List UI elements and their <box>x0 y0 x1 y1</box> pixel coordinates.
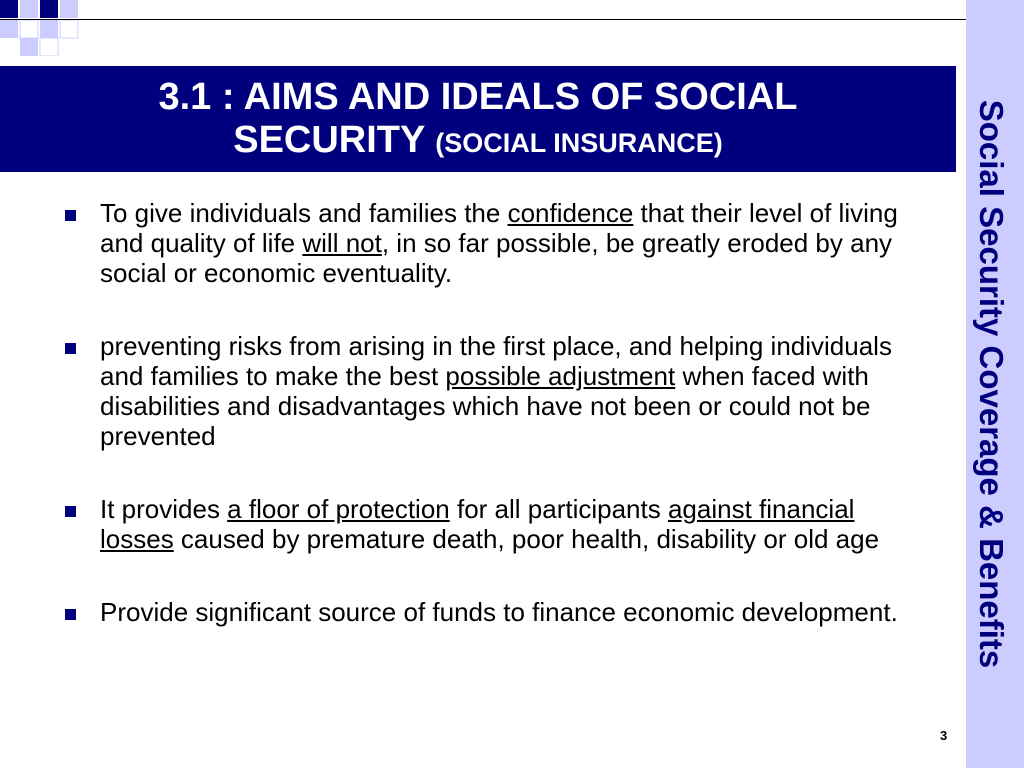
bullet-list <box>62 198 922 627</box>
bullet-square-icon <box>65 343 76 354</box>
header-rule <box>0 19 966 20</box>
text-span: preventing risks from arising in the first place, and helping individuals and families to make the best <box>100 331 892 391</box>
decorative-squares <box>0 0 150 56</box>
bullet-text <box>100 597 898 627</box>
text-span: that their level of living and quality of life <box>100 198 898 258</box>
bullet-text <box>100 198 898 288</box>
bullet-item <box>62 494 922 554</box>
underlined-text: will not <box>302 228 382 258</box>
slide-title-main: SECURITY <box>233 119 425 161</box>
bullet-item <box>62 597 922 627</box>
bullet-square-icon <box>65 609 76 620</box>
bullet-text <box>100 331 892 451</box>
page-number: 3 <box>940 728 948 743</box>
slide-title-line-2 <box>0 119 956 165</box>
underlined-text: against financial losses <box>100 494 855 554</box>
bullet-item <box>62 331 922 451</box>
text-span: Provide significant source of funds to finance economic development. <box>100 597 898 627</box>
text-span: for all participants <box>449 494 668 524</box>
bullet-text <box>100 494 879 554</box>
slide-subtitle: (SOCIAL INSURANCE) <box>435 128 723 158</box>
underlined-text: possible adjustment <box>445 361 676 391</box>
bullet-square-icon <box>65 210 76 221</box>
text-span: when faced with disabilities and disadvantages which have not been or could not be prevented <box>100 361 871 451</box>
text-span: To give individuals and families the <box>100 198 508 228</box>
underlined-text: confidence <box>507 198 634 228</box>
bullet-square-icon <box>65 506 76 517</box>
text-span: It provides <box>100 494 228 524</box>
text-span: caused by premature death, poor health, disability or old age <box>173 524 880 554</box>
bullet-item <box>62 198 922 288</box>
title-bar <box>0 66 956 172</box>
side-title: Social Security Coverage & Benefits <box>973 99 1010 669</box>
slide-title-line-1: 3.1 : AIMS AND IDEALS OF SOCIAL <box>158 76 798 118</box>
underlined-text: a floor of protection <box>227 494 450 524</box>
text-span: , in so far possible, be greatly eroded by any social or economic eventuality. <box>100 228 893 288</box>
